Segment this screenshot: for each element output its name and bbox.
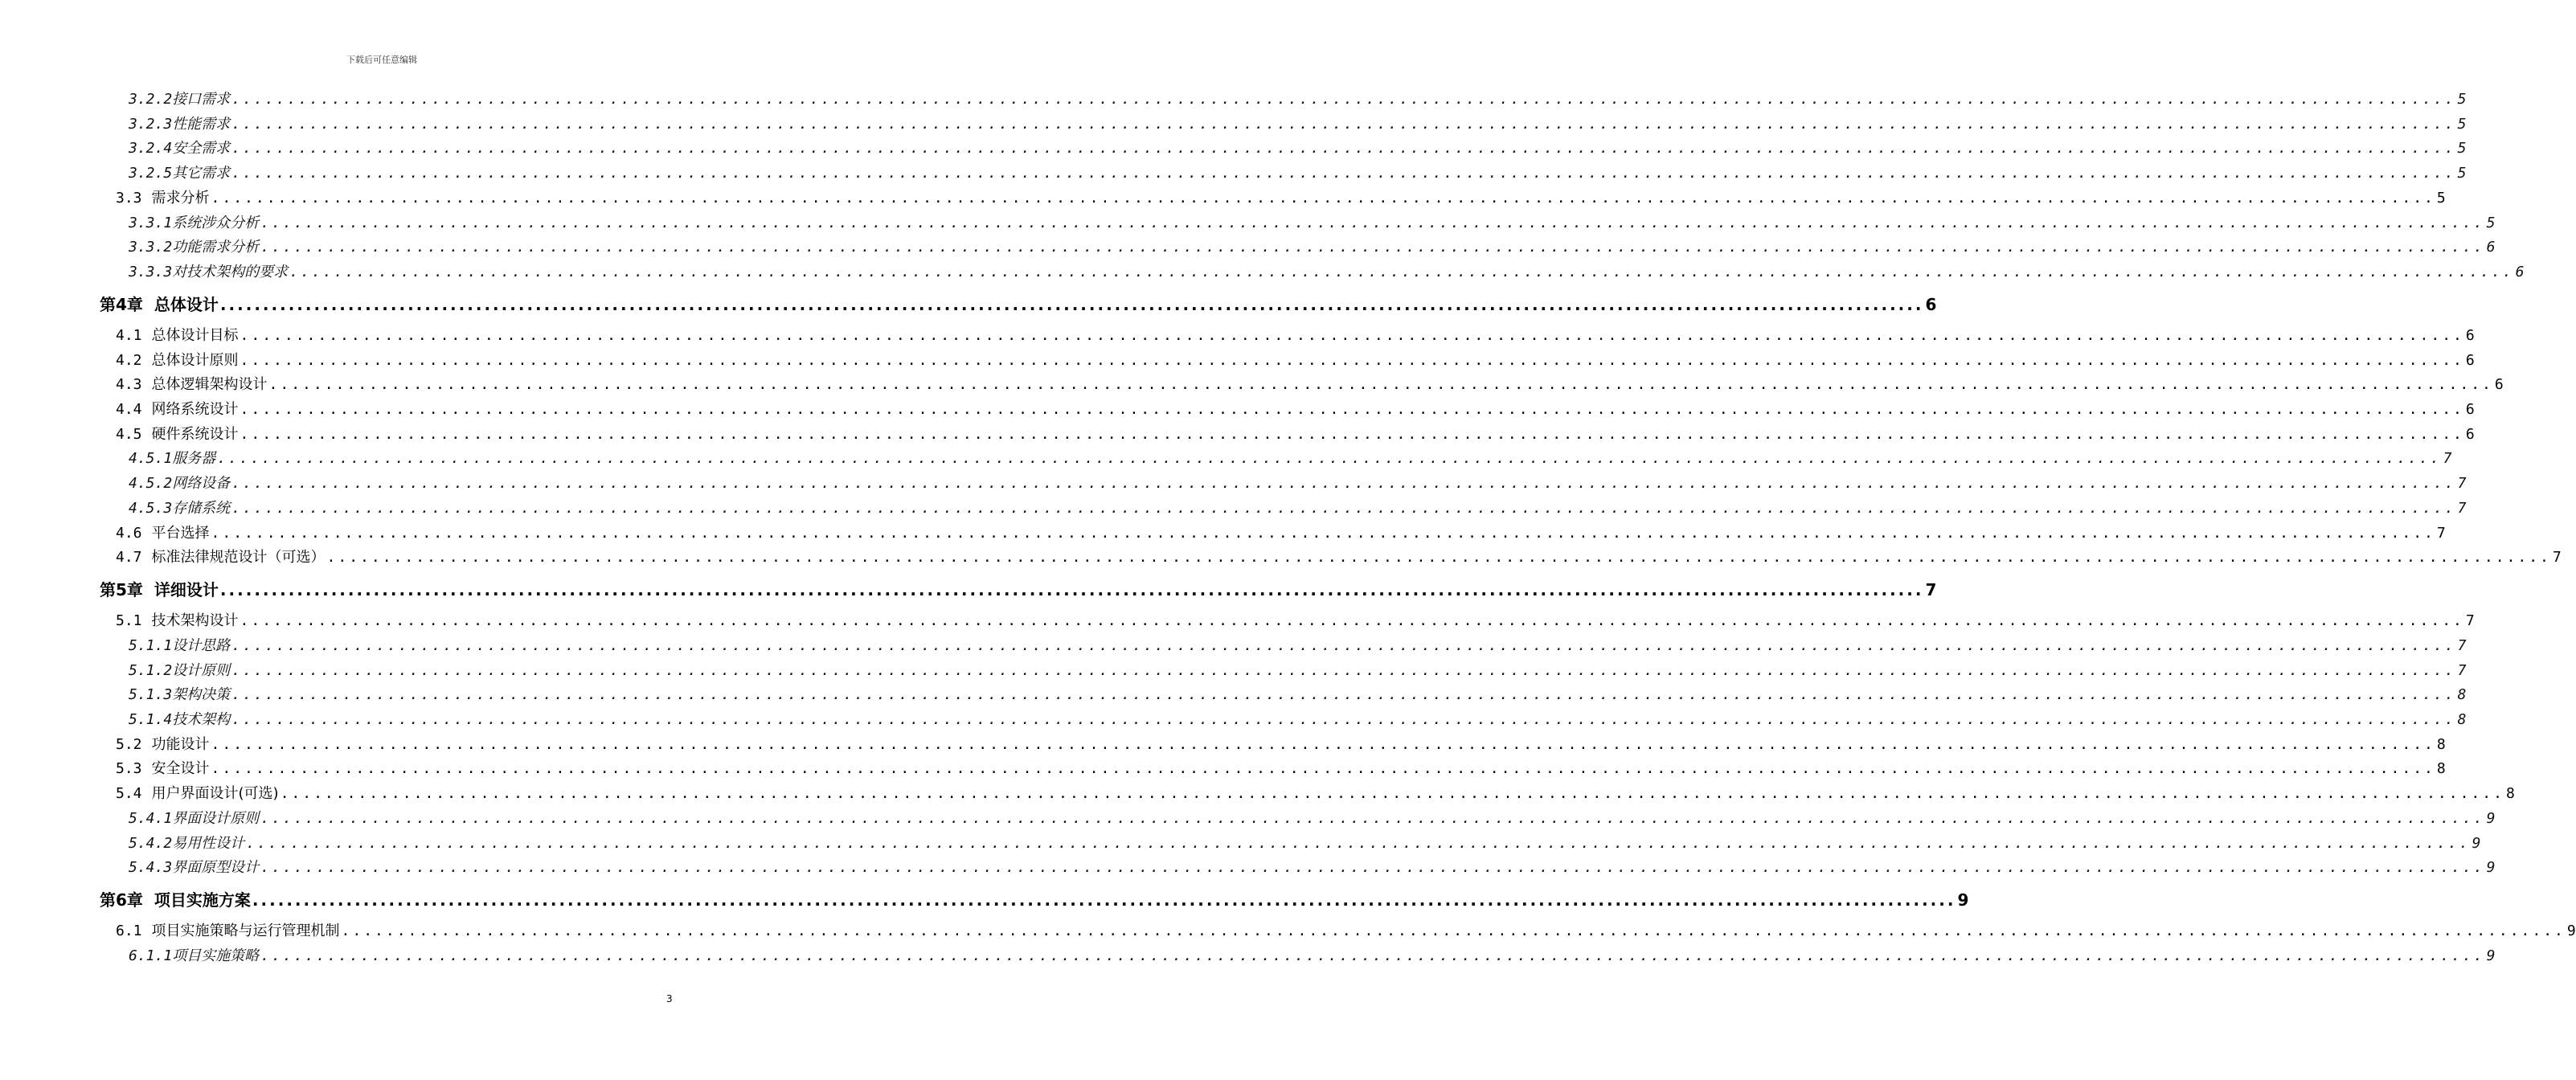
toc-leader-dots: ........................................................................................................................................................................................................	[217, 450, 2442, 468]
toc-label	[116, 399, 239, 421]
toc-title: 平台选择	[151, 524, 210, 542]
toc-title: 功能设计	[151, 735, 210, 753]
toc-leader-dots: ........................................................................................................................................................................................................	[231, 661, 2456, 679]
toc-title: 用户界面设计(可选)	[151, 785, 279, 803]
toc-number: 5.4.3	[129, 859, 173, 877]
toc-number: 5.1.3	[129, 686, 173, 704]
toc-page-number: 9	[2486, 947, 2496, 964]
toc-page-number: 5	[2486, 214, 2496, 231]
toc-label	[116, 423, 239, 446]
toc-number: 4.4	[116, 401, 142, 418]
toc-number: 4.5	[116, 425, 142, 443]
toc-title: 界面设计原则	[172, 809, 260, 827]
toc-leader-dots: ........................................................................................................................................................................................................	[240, 425, 2464, 443]
toc-leader-dots: ........................................................................................................................................................................................................	[268, 376, 2493, 394]
toc-leader-dots: ........................................................................................................................................................................................................	[211, 735, 2435, 753]
toc-title: 易用性设计	[172, 834, 245, 852]
toc-title: 其它需求	[172, 165, 231, 182]
toc-entry-level2[interactable]	[116, 423, 2475, 446]
page-number: 3	[666, 993, 673, 1004]
toc-title: 网络系统设计	[151, 401, 239, 418]
toc-entry-level3[interactable]	[129, 212, 2496, 235]
toc-leader-dots: ........................................................................................................................................................................................................	[240, 612, 2464, 630]
toc-entry-level1[interactable]	[100, 579, 1937, 601]
toc-number: 3.3.2	[129, 239, 173, 256]
toc-number: 3.2.3	[129, 115, 173, 133]
toc-number: 5.1.2	[129, 661, 173, 679]
toc-entry-level2[interactable]	[116, 920, 2576, 943]
toc-leader-dots: ........................................................................................................................................................................................................	[260, 947, 2485, 964]
toc-label	[116, 187, 210, 210]
toc-page-number: 6	[2515, 263, 2525, 280]
toc-page-number: 8	[2436, 760, 2446, 778]
toc-title: 存储系统	[172, 499, 231, 517]
toc-label	[129, 808, 259, 830]
toc-entry-level2[interactable]	[116, 522, 2446, 545]
toc-entry-level1[interactable]	[100, 889, 1969, 911]
toc-number: 4.2	[116, 351, 142, 369]
toc-number: 3.2.5	[129, 165, 173, 182]
toc-title: 总体设计目标	[151, 326, 239, 344]
toc-entry-level2[interactable]	[116, 374, 2504, 396]
toc-page-number: 9	[1957, 890, 1969, 910]
toc-leader-dots: ........................................................................................................................................................................................................	[240, 401, 2464, 418]
toc-page-number: 5	[2457, 165, 2467, 182]
toc-leader-dots: ........................................................................................................................................................................................................	[326, 549, 2551, 567]
toc-leader-dots: ........................................................................................................................................................................................................	[231, 475, 2456, 493]
toc-title: 安全需求	[172, 140, 231, 158]
toc-entry-level3[interactable]	[129, 832, 2481, 855]
toc-label	[100, 579, 219, 601]
toc-number: 3.3	[116, 189, 142, 207]
toc-leader-dots: ........................................................................................................................................................................................................	[260, 214, 2485, 231]
toc-title: 服务器	[172, 450, 216, 468]
toc-page-number: 7	[1925, 580, 1937, 600]
toc-leader-dots: ........................................................................................................................................................................................................	[211, 524, 2435, 542]
toc-leader-dots: ........................................................................................................................................................................................................	[240, 326, 2464, 344]
toc-label	[129, 660, 230, 682]
toc-label	[116, 325, 239, 347]
toc-leader-dots: ........................................................................................................................................................................................................	[231, 711, 2456, 728]
toc-number: 5.4	[116, 785, 142, 803]
toc-number: 5.3	[116, 760, 142, 778]
toc-title: 功能需求分析	[172, 239, 260, 256]
toc-page-number: 8	[2436, 735, 2446, 753]
toc-entry-level2[interactable]	[116, 783, 2515, 805]
toc-leader-dots: ........................................................................................................................................................................................................	[246, 834, 2471, 852]
toc-label	[129, 88, 230, 111]
toc-leader-dots: ........................................................................................................................................................................................................	[211, 189, 2435, 207]
toc-leader-dots: ........................................................................................................................................................................................................	[231, 115, 2456, 133]
toc-page-number: 6	[2486, 239, 2496, 256]
toc-number: 6.1.1	[129, 947, 173, 964]
toc-label	[116, 374, 268, 396]
toc-page-number: 6	[2465, 425, 2475, 443]
toc-leader-dots: ........................................................................................................................................................................................................	[231, 165, 2456, 182]
toc-page-number: 5	[2436, 189, 2446, 207]
toc-entry-level2[interactable]	[116, 187, 2446, 210]
toc-page-number: 6	[2465, 351, 2475, 369]
toc-number: 5.4.2	[129, 834, 173, 852]
toc-entry-level3[interactable]	[129, 236, 2496, 259]
toc-title: 技术架构设计	[151, 612, 239, 630]
toc-number: 4.3	[116, 376, 142, 394]
toc-label	[129, 709, 230, 731]
toc-page-number: 7	[2443, 450, 2452, 468]
toc-leader-dots: ........................................................................................................................................................................................................	[211, 760, 2435, 778]
toc-label	[129, 832, 244, 855]
toc-label	[129, 497, 230, 520]
toc-label	[116, 522, 210, 545]
toc-leader-dots: ........................................................................................................................................................................................................	[240, 351, 2464, 369]
toc-label	[129, 945, 259, 968]
toc-entry-level2[interactable]	[116, 610, 2475, 632]
toc-title: 设计原则	[172, 661, 231, 679]
toc-number: 5.1.4	[129, 711, 173, 728]
toc-leader-dots: ........................................................................................................................................................................................................	[219, 294, 1924, 314]
toc-number: 5.1.1	[129, 636, 173, 654]
toc-label	[129, 448, 215, 470]
toc-page-number: 7	[2552, 549, 2562, 567]
toc-leader-dots: ........................................................................................................................................................................................................	[252, 890, 1956, 910]
toc-page-number: 7	[2465, 612, 2475, 630]
toc-entry-level2[interactable]	[116, 734, 2446, 756]
toc-page-number: 7	[2457, 636, 2467, 654]
toc-entry-level3[interactable]	[129, 808, 2496, 830]
toc-label	[129, 472, 230, 495]
toc-leader-dots: ........................................................................................................................................................................................................	[231, 636, 2456, 654]
toc-entry-level3[interactable]	[129, 635, 2467, 657]
toc-title: 项目实施方案	[154, 890, 251, 910]
toc-title: 架构决策	[172, 686, 231, 704]
toc-label	[129, 684, 230, 706]
toc-entry-level3[interactable]	[129, 945, 2496, 968]
toc-title: 系统涉众分析	[172, 214, 260, 231]
toc-page-number: 5	[2457, 115, 2467, 133]
toc-label	[129, 212, 259, 235]
toc-title: 总体设计	[154, 294, 219, 314]
toc-entry-level3[interactable]	[129, 497, 2467, 520]
toc-label	[129, 137, 230, 160]
toc-label	[100, 889, 251, 911]
toc-number: 5.4.1	[129, 809, 173, 827]
toc-number: 4.5.2	[129, 475, 173, 493]
toc-entry-level3[interactable]	[129, 113, 2467, 136]
toc-page-number: 9	[2486, 809, 2496, 827]
toc-entry-level3[interactable]	[129, 88, 2467, 111]
toc-leader-dots: ........................................................................................................................................................................................................	[231, 140, 2456, 158]
toc-leader-dots: ........................................................................................................................................................................................................	[231, 686, 2456, 704]
toc-label	[100, 293, 219, 316]
toc-label	[116, 610, 239, 632]
toc-page-number: 6	[2465, 326, 2475, 344]
toc-entry-level3[interactable]	[129, 857, 2496, 879]
toc-entry-level3[interactable]	[129, 660, 2467, 682]
toc-label	[116, 920, 340, 943]
toc-label	[129, 261, 288, 284]
toc-page-number: 7	[2436, 524, 2446, 542]
toc-title: 详细设计	[154, 580, 219, 600]
toc-title: 界面原型设计	[172, 859, 260, 877]
toc-number: 第6章	[100, 890, 143, 910]
toc-title: 项目实施策略	[172, 947, 260, 964]
toc-page-number: 8	[2457, 686, 2467, 704]
toc-number: 4.5.3	[129, 499, 173, 517]
toc-entry-level2[interactable]	[116, 546, 2562, 569]
toc-leader-dots: ........................................................................................................................................................................................................	[219, 580, 1924, 600]
toc-number: 4.6	[116, 524, 142, 542]
toc-page-number: 7	[2457, 661, 2467, 679]
toc-label	[129, 236, 259, 259]
toc-number: 3.2.2	[129, 91, 173, 108]
toc-entry-level3[interactable]	[129, 684, 2467, 706]
toc-leader-dots: ........................................................................................................................................................................................................	[260, 239, 2485, 256]
toc-label	[116, 350, 239, 372]
toc-number: 4.1	[116, 326, 142, 344]
toc-number: 第5章	[100, 580, 143, 600]
toc-page-number: 8	[2505, 785, 2515, 803]
toc-label	[116, 758, 210, 780]
toc-number: 6.1	[116, 922, 142, 940]
toc-number: 5.2	[116, 735, 142, 753]
toc-entry-level3[interactable]	[129, 709, 2467, 731]
toc-entry-level3[interactable]	[129, 162, 2467, 185]
toc-number: 3.3.1	[129, 214, 173, 231]
toc-number: 5.1	[116, 612, 142, 630]
toc-title: 接口需求	[172, 91, 231, 108]
toc-page-number: 9	[2566, 922, 2576, 940]
toc-title: 需求分析	[151, 189, 210, 207]
toc-entry-level2[interactable]	[116, 325, 2475, 347]
toc-leader-dots: ........................................................................................................................................................................................................	[260, 859, 2485, 877]
toc-label	[129, 113, 230, 136]
toc-title: 总体设计原则	[151, 351, 239, 369]
toc-title: 设计思路	[172, 636, 231, 654]
toc-leader-dots: ........................................................................................................................................................................................................	[280, 785, 2504, 803]
toc-page-number: 8	[2457, 711, 2467, 728]
toc-entry-level3[interactable]	[129, 261, 2525, 284]
toc-page-number: 7	[2457, 499, 2467, 517]
toc-entry-level2[interactable]	[116, 350, 2475, 372]
toc-title: 硬件系统设计	[151, 425, 239, 443]
toc-leader-dots: ........................................................................................................................................................................................................	[231, 499, 2456, 517]
toc-page-number: 6	[2494, 376, 2504, 394]
toc-number: 4.7	[116, 549, 142, 567]
toc-entry-level3[interactable]	[129, 137, 2467, 160]
toc-page-number: 9	[2486, 859, 2496, 877]
toc-title: 总体逻辑架构设计	[151, 376, 268, 394]
toc-page-number: 7	[2457, 475, 2467, 493]
toc-entry-level2[interactable]	[116, 758, 2446, 780]
toc-label	[116, 734, 210, 756]
toc-label	[129, 162, 230, 185]
page-header: 下载后可任意编辑	[346, 55, 417, 65]
toc-number: 第4章	[100, 294, 143, 314]
toc-leader-dots: ........................................................................................................................................................................................................	[231, 91, 2456, 108]
toc-entry-level3[interactable]	[129, 472, 2467, 495]
toc-title: 标准法律规范设计（可选）	[151, 549, 326, 567]
toc-number: 3.2.4	[129, 140, 173, 158]
toc-leader-dots: ........................................................................................................................................................................................................	[260, 809, 2485, 827]
toc-number: 3.3.3	[129, 263, 173, 280]
toc-entry-level1[interactable]	[100, 293, 1937, 316]
toc-title: 技术架构	[172, 711, 231, 728]
toc-title: 性能需求	[172, 115, 231, 133]
toc-label	[116, 783, 279, 805]
toc-title: 网络设备	[172, 475, 231, 493]
toc-title: 对技术架构的要求	[172, 263, 289, 280]
toc-leader-dots: ........................................................................................................................................................................................................	[289, 263, 2514, 280]
toc-title: 安全设计	[151, 760, 210, 778]
toc-entry-level3[interactable]	[129, 448, 2452, 470]
toc-leader-dots: ........................................................................................................................................................................................................	[341, 922, 2566, 940]
toc-label	[129, 857, 259, 879]
toc-title: 项目实施策略与运行管理机制	[151, 922, 340, 940]
toc-page-number: 9	[2472, 834, 2481, 852]
toc-label	[129, 635, 230, 657]
toc-page-number: 5	[2457, 91, 2467, 108]
toc-page-number: 5	[2457, 140, 2467, 158]
toc-page-number: 6	[1925, 294, 1937, 314]
toc-number: 4.5.1	[129, 450, 173, 468]
toc-page-number: 6	[2465, 401, 2475, 418]
toc-label	[116, 546, 326, 569]
toc-entry-level2[interactable]	[116, 399, 2475, 421]
